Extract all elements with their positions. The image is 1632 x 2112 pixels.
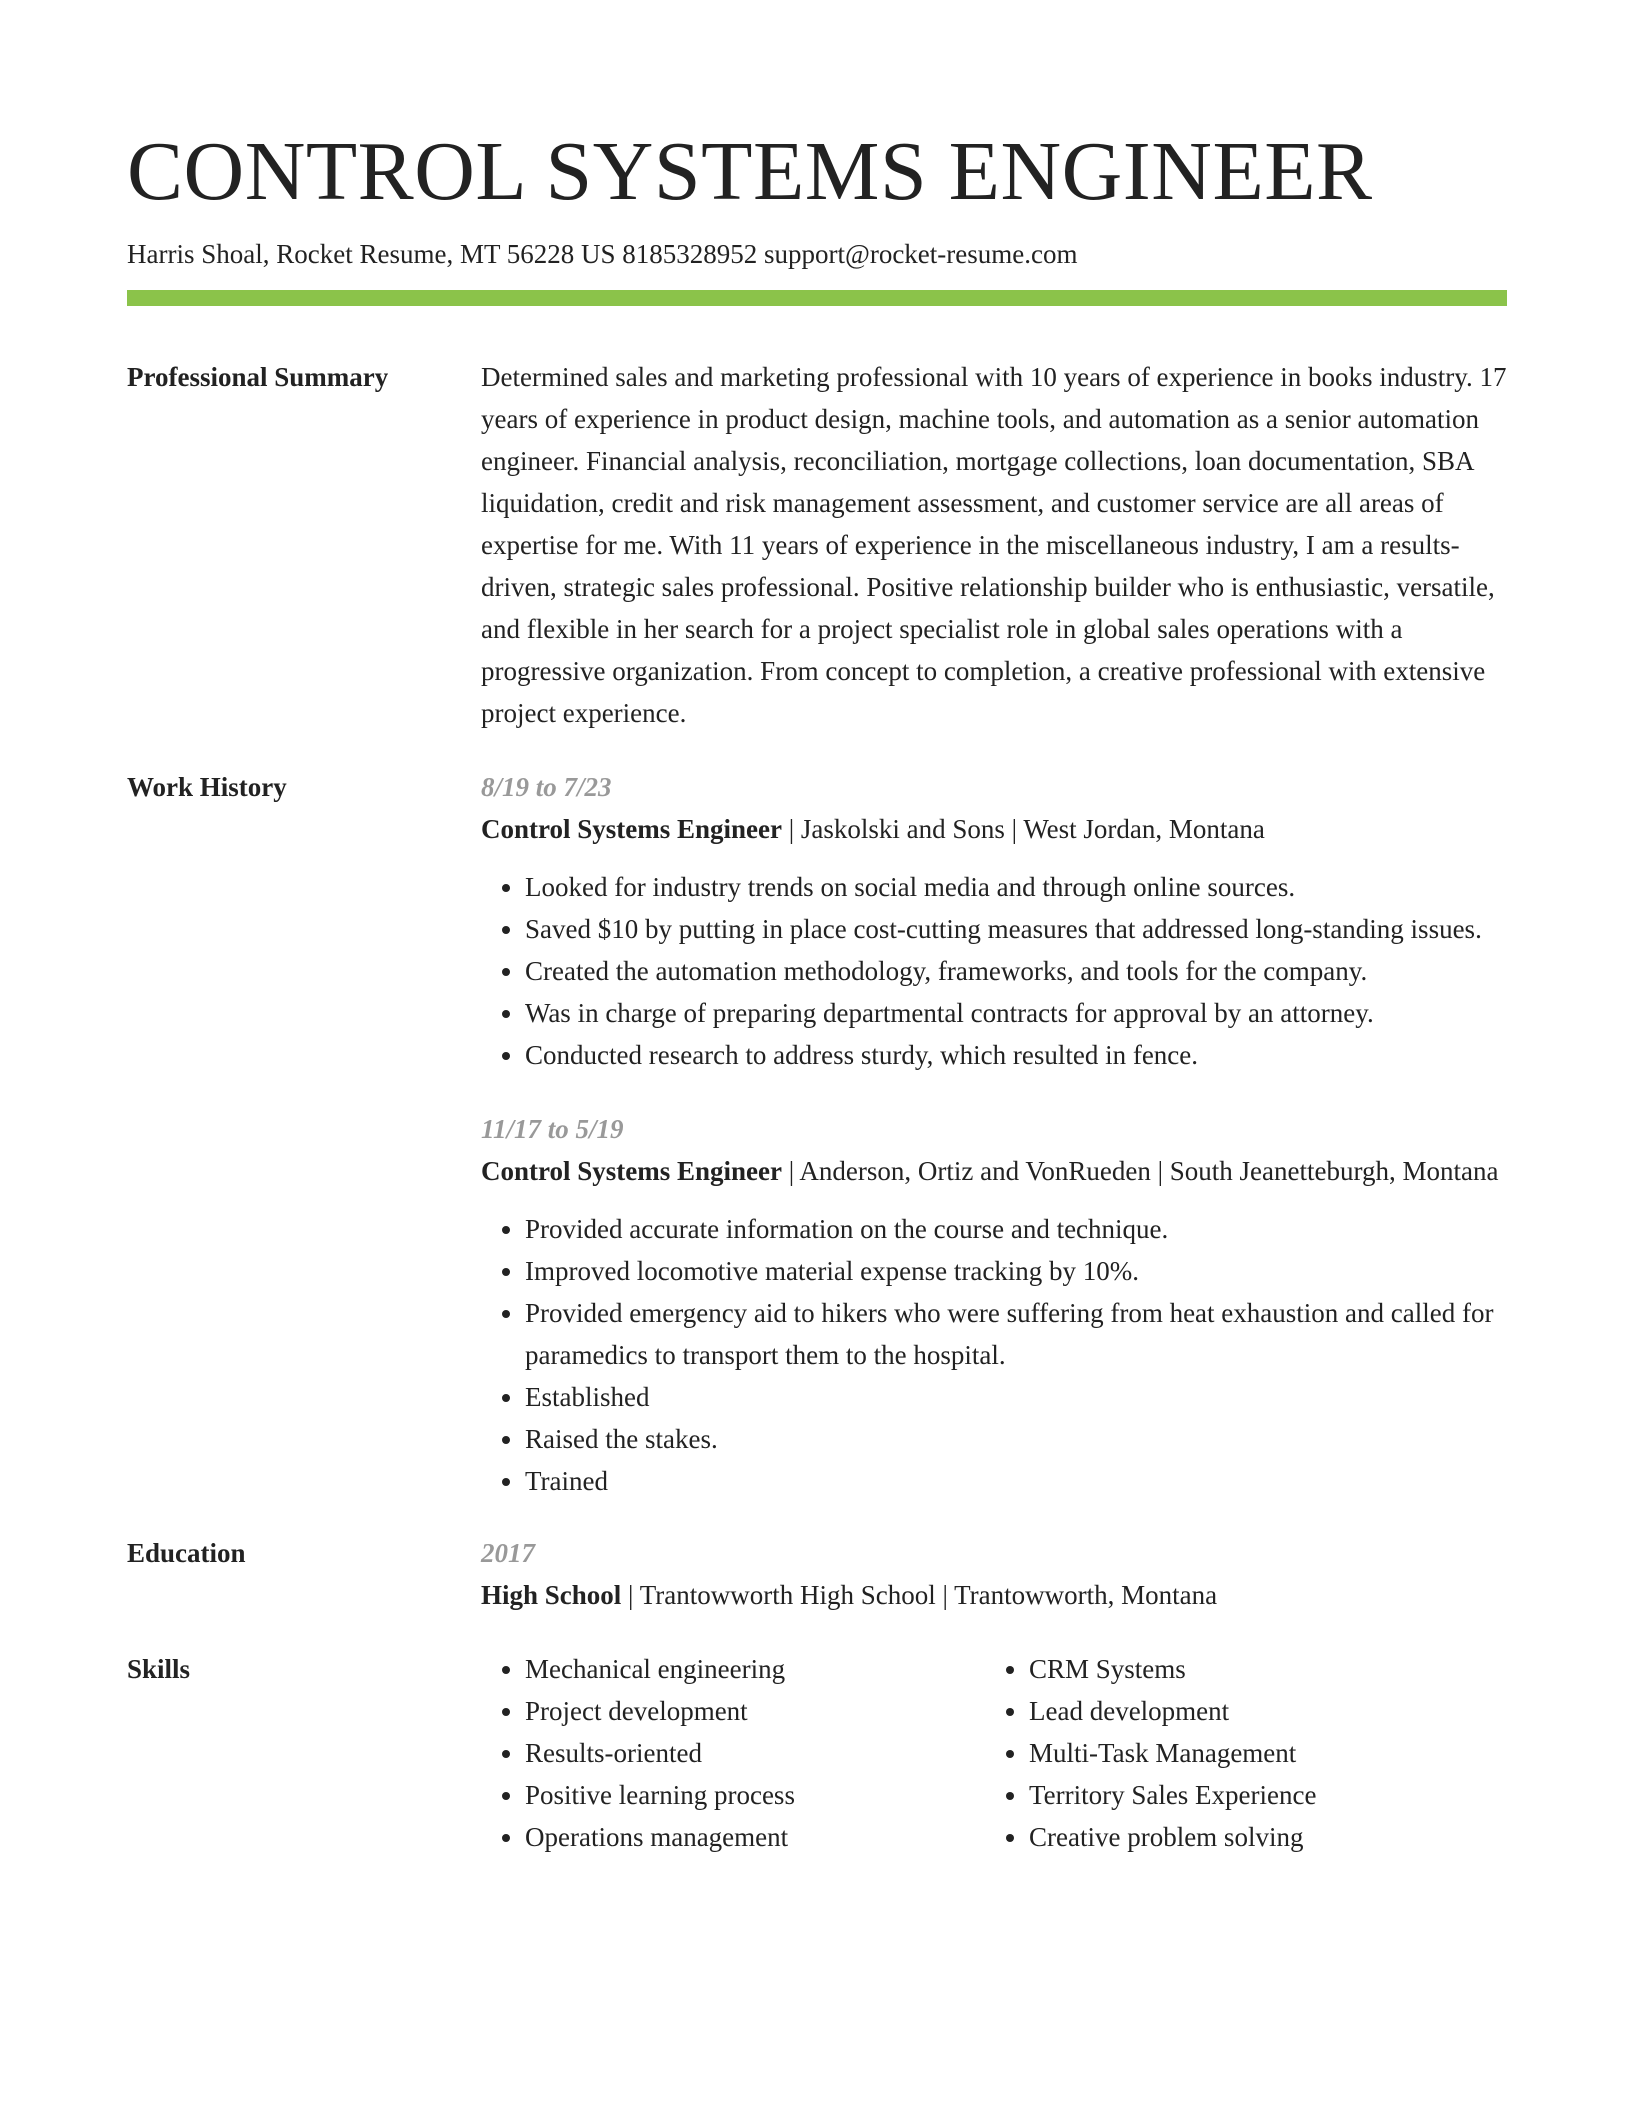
job-bullet: • Raised the stakes. xyxy=(525,1418,1507,1460)
education-label: Education xyxy=(127,1538,246,1568)
job-entry xyxy=(481,766,1507,1076)
job-title: Control Systems Engineer xyxy=(481,1156,782,1186)
job-bullet: • Provided emergency aid to hikers who were suffering from heat exhaustion and called for paramedics to transport them to the hospital. xyxy=(525,1292,1507,1376)
job-bullet: • Conducted research to address sturdy, which resulted in fence. xyxy=(525,1034,1507,1076)
work-history-section xyxy=(127,766,1507,1502)
job-entry xyxy=(481,1108,1507,1502)
education-body xyxy=(481,1532,1507,1616)
skill-item: • CRM Systems xyxy=(1029,1648,1489,1690)
job-date: 11/17 to 5/19 xyxy=(481,1114,624,1144)
work-history-body xyxy=(481,766,1507,1502)
skill-item: • Project development xyxy=(525,1690,985,1732)
job-title: Control Systems Engineer xyxy=(481,814,782,844)
job-bullet: • Looked for industry trends on social media and through online sources. xyxy=(525,866,1507,908)
skill-item: • Creative problem solving xyxy=(1029,1816,1489,1858)
job-details: | Anderson, Ortiz and VonRueden | South Jeanetteburgh, Montana xyxy=(782,1156,1499,1186)
education-section xyxy=(127,1532,1507,1616)
education-heading xyxy=(481,1574,1507,1616)
skill-item: • Territory Sales Experience xyxy=(1029,1774,1489,1816)
job-date: 8/19 to 7/23 xyxy=(481,772,612,802)
skills-section xyxy=(127,1648,1507,1858)
accent-divider xyxy=(127,290,1507,306)
job-bullet: • Trained xyxy=(525,1460,1507,1502)
job-bullet: • Saved $10 by putting in place cost-cutting measures that addressed long-standing issues. xyxy=(525,908,1507,950)
education-degree: High School xyxy=(481,1580,622,1610)
job-bullet: • Provided accurate information on the course and technique. xyxy=(525,1208,1507,1250)
job-bullet: • Created the automation methodology, frameworks, and tools for the company. xyxy=(525,950,1507,992)
job-bullets xyxy=(481,1208,1507,1502)
work-history-label: Work History xyxy=(127,772,287,802)
skill-item: • Lead development xyxy=(1029,1690,1489,1732)
skill-item: • Positive learning process xyxy=(525,1774,985,1816)
job-heading xyxy=(481,1150,1507,1192)
resume-title: CONTROL SYSTEMS ENGINEER xyxy=(127,125,1373,218)
job-bullet: • Was in charge of preparing departmental contracts for approval by an attorney. xyxy=(525,992,1507,1034)
education-details: | Trantowworth High School | Trantowworth, Montana xyxy=(621,1580,1218,1610)
skills-body xyxy=(481,1648,1507,1858)
job-bullets xyxy=(481,866,1507,1076)
skill-item: • Multi-Task Management xyxy=(1029,1732,1489,1774)
contact-line: Harris Shoal, Rocket Resume, MT 56228 US 8185328952 support@rocket-resume.com xyxy=(127,239,1078,269)
summary-text: Determined sales and marketing professional with 10 years of experience in books industry. 17 years of experience in product design, machine tools, and automation as a senior automation engineer. Financial analysis, reconciliation, mortgage collections, loan documentation, SBA liquidation, credit and risk management assessment, and customer service are all areas of expertise for me. With 11 years of experience in the miscellaneous industry, I am a results-driven, strategic sales professional. Positive relationship builder who is enthusiastic, versatile, and flexible in her search for a project specialist role in global sales operations with a progressive organization. From concept to completion, a creative professional with extensive project experience. xyxy=(481,362,1507,728)
job-heading xyxy=(481,808,1507,850)
skill-item: • Mechanical engineering xyxy=(525,1648,985,1690)
skill-item: • Operations management xyxy=(525,1816,985,1858)
skill-item: • Results-oriented xyxy=(525,1732,985,1774)
summary-label: Professional Summary xyxy=(127,362,389,392)
skills-list-right xyxy=(985,1648,1489,1858)
education-date: 2017 xyxy=(481,1538,535,1568)
job-bullet: • Improved locomotive material expense tracking by 10%. xyxy=(525,1250,1507,1292)
job-bullet: • Established xyxy=(525,1376,1507,1418)
summary-section xyxy=(127,356,1507,734)
resume-page xyxy=(127,118,1507,1858)
skills-label: Skills xyxy=(127,1654,191,1684)
skills-list-left xyxy=(481,1648,985,1858)
job-details: | Jaskolski and Sons | West Jordan, Montana xyxy=(782,814,1265,844)
